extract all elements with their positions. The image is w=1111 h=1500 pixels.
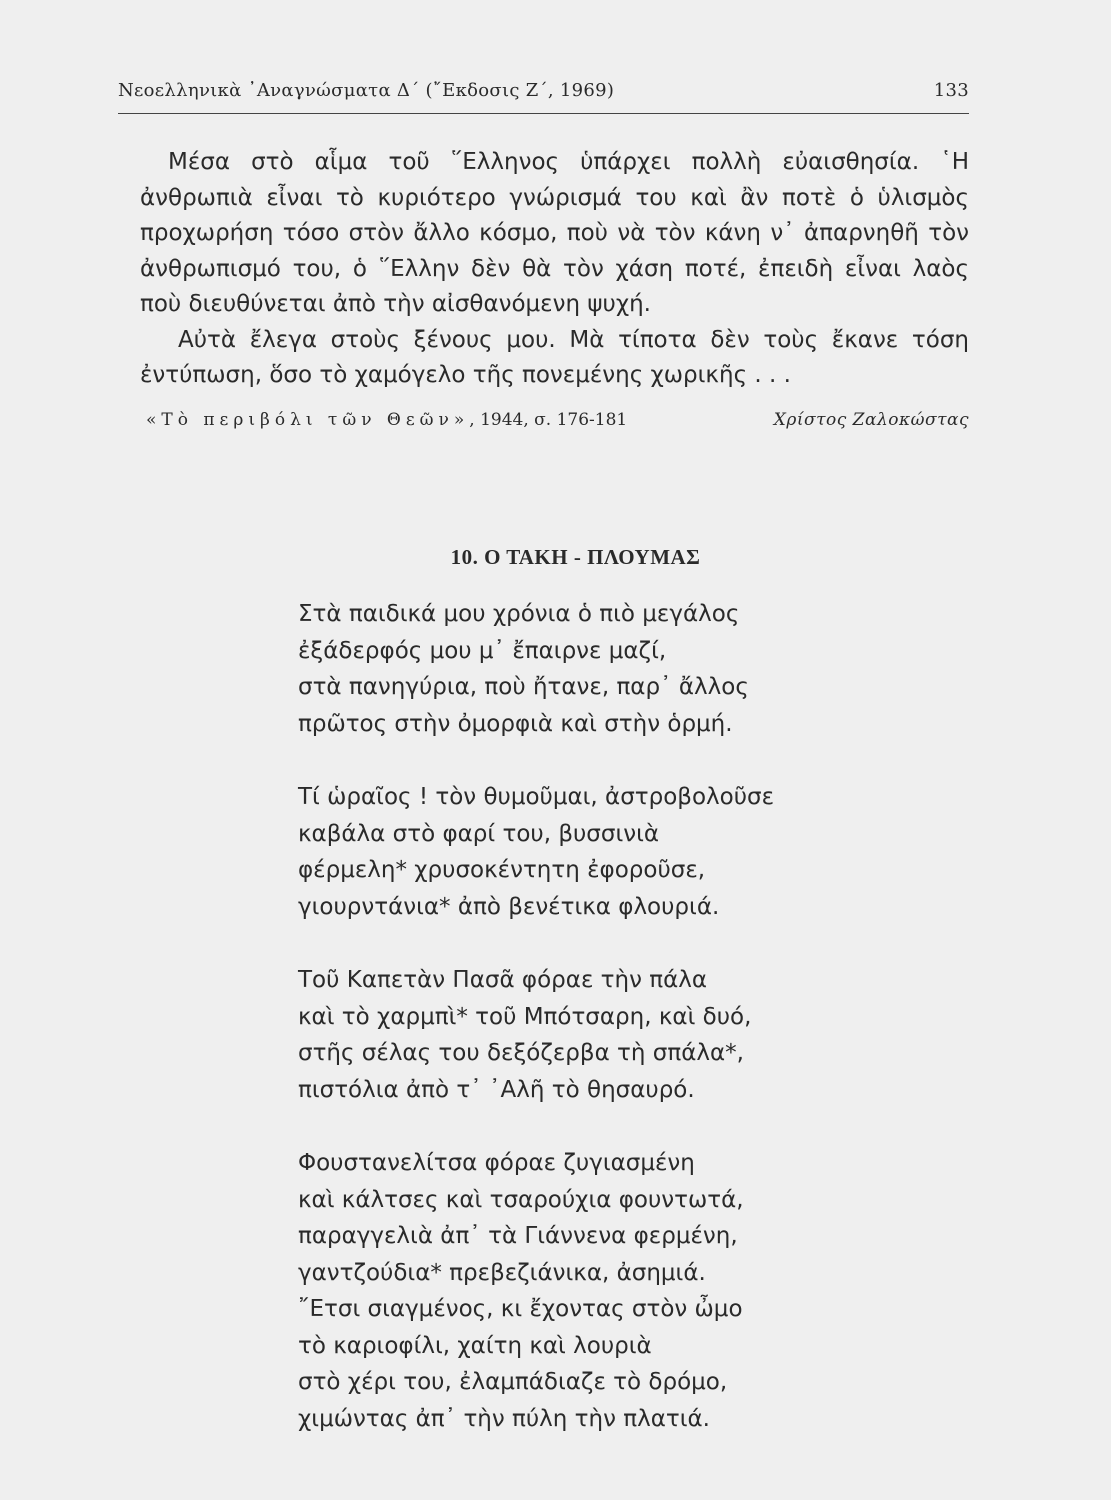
poem-line: στῆς σέλας του δεξόζερβα τὴ σπάλα*,	[298, 1040, 744, 1067]
poem-line: στὸ χέρι του, ἐλαμπάδιαζε τὸ δρόμο,	[298, 1369, 728, 1396]
poem-stanza	[298, 1145, 774, 1438]
running-title: Νεοελληνικὰ ᾿Αναγνώσματα Δ΄ (῎Εκδοσις Ζ΄, 1969)	[118, 80, 615, 101]
poem-line: πιστόλια ἀπὸ τ᾿ ᾿Αλῆ τὸ θησαυρό.	[298, 1076, 695, 1103]
poem-line: γαντζούδια* πρεβεζιάνικα, ἀσημιά.	[298, 1259, 706, 1286]
page-number: 133	[933, 80, 969, 101]
poem-title: 10. Ο ΤΑΚΗ - ΠΛΟΥΜΑΣ	[450, 545, 701, 569]
source-citation	[146, 410, 969, 430]
prose-excerpt	[140, 145, 969, 394]
running-head	[118, 80, 969, 101]
poem-line: καὶ κάλτσες καὶ τσαρούχια φουντωτά,	[298, 1186, 744, 1213]
poem-line: τὸ καριοφίλι, χαίτη καὶ λουριὰ	[298, 1332, 652, 1359]
poem-line: Τοῦ Καπετὰν Πασᾶ φόραε τὴν πάλα	[298, 966, 708, 993]
poem-line: ῎Ετσι σιαγμένος, κι ἔχοντας στὸν ὦμο	[298, 1296, 743, 1323]
poem-line: παραγγελιὰ ἀπ᾿ τὰ Γιάννενα φερμένη,	[298, 1223, 738, 1250]
poem-line: χιμώντας ἀπ᾿ τὴν πύλη τὴν πλατιά.	[298, 1406, 710, 1433]
poem-line: Τί ὡραῖος ! τὸν θυμοῦμαι, ἀστροβολοῦσε	[298, 783, 775, 810]
header-rule	[118, 113, 969, 114]
citation-work-title: «Τὸ περιβόλι τῶν Θεῶν»	[146, 410, 470, 430]
citation-work	[146, 410, 627, 430]
poem-line: Στὰ παιδικά μου χρόνια ὁ πιὸ μεγάλος	[298, 601, 740, 627]
poem-line: Φουστανελίτσα φόραε ζυγιασμένη	[298, 1149, 695, 1176]
prose-paragraph: Αὐτὰ ἔλεγα στοὺς ξένους μου. Μὰ τίποτα δὲν τοὺς ἔκανε τόση ἐντύπωση, ὅσο τὸ χαμόγελο τῆς πονεμένης χωρικῆς . . .	[140, 326, 969, 388]
poem-line: καβάλα στὸ φαρί του, βυσσινιὰ	[298, 820, 660, 847]
poem-body	[298, 596, 774, 1438]
poem-line: φέρμελη* χρυσοκέντητη ἐφοροῦσε,	[298, 857, 706, 884]
poem-stanza	[298, 779, 774, 925]
poem-stanza	[298, 962, 774, 1108]
poem-line: γιουρντάνια* ἀπὸ βενέτικα φλουριά.	[298, 893, 720, 920]
prose-paragraph: Μέσα στὸ αἷμα τοῦ ῞Ελληνος ὑπάρχει πολλὴ εὐαισθησία. ῾Η ἀνθρωπιὰ εἶναι τὸ κυριότερο γνώρισμά του καὶ ἂν ποτὲ ὁ ὑλισμὸς προχωρήση τόσο στὸν ἄλλο κόσμο, ποὺ νὰ τὸν κάνη ν᾿ ἀπαρνηθῆ τὸν ἀνθρωπισμό του, ὁ ῞Ελλην δὲν θὰ τὸν χάση ποτέ, ἐπειδὴ εἶναι λαὸς ποὺ διευθύνεται ἀπὸ τὴν αἰσθανόμενη ψυχή.	[140, 149, 969, 317]
poem-line: ἐξάδερφός μου μ᾿ ἔπαιρνε μαζί,	[298, 637, 667, 664]
poem-line: καὶ τὸ χαρμπὶ* τοῦ Μπότσαρη, καὶ δυό,	[298, 1003, 752, 1030]
poem-line: στὰ πανηγύρια, ποὺ ἤτανε, παρ᾿ ἄλλος	[298, 674, 749, 701]
citation-details: , 1944, σ. 176-181	[469, 410, 628, 430]
poem-stanza	[298, 596, 774, 742]
citation-author: Χρίστος Ζαλοκώστας	[773, 410, 969, 430]
poem-line: πρῶτος στὴν ὀμορφιὰ καὶ στὴν ὁρμή.	[298, 710, 733, 737]
